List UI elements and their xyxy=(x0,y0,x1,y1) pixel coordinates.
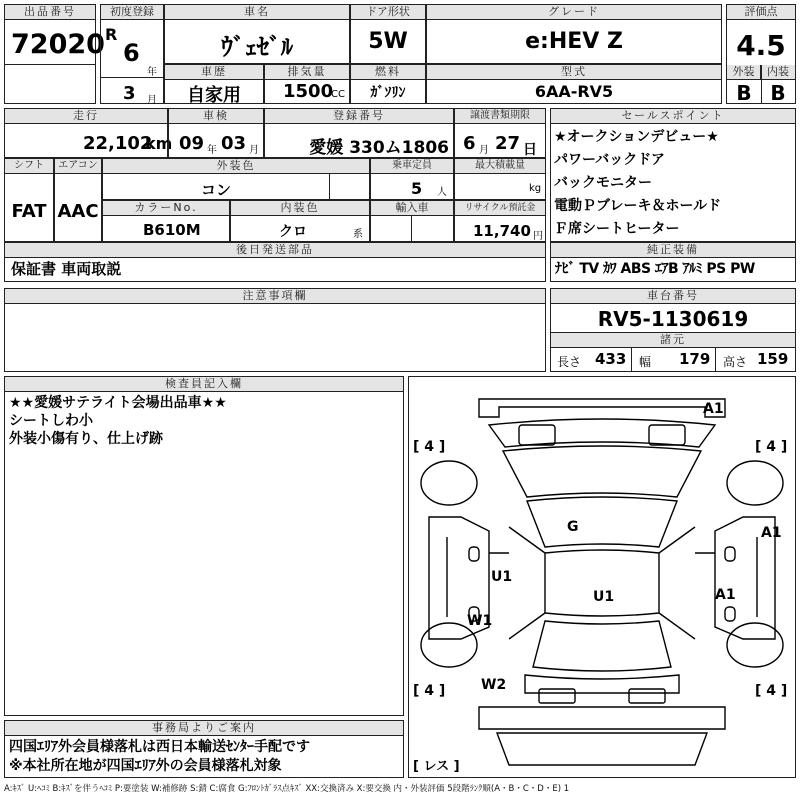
caution-cell xyxy=(4,288,546,372)
displacement-header: 排気量 xyxy=(265,65,349,80)
length-label: 長さ xyxy=(557,355,582,369)
tire-rear-right: [ 4 ] xyxy=(755,683,788,699)
lot-no: 72020 xyxy=(11,29,105,60)
inspection-year-unit: 年 xyxy=(207,145,217,156)
fuel-header: 燃料 xyxy=(351,65,425,80)
mileage-value: 22,102 xyxy=(83,133,153,154)
mileage-unit: km xyxy=(145,134,173,153)
chassis-cell xyxy=(550,288,796,372)
damage-mark: G xyxy=(567,519,579,535)
first-reg-year: 6 xyxy=(123,39,140,67)
grade-value: e:HEV Z xyxy=(525,29,623,54)
sales-point-item: 電動Ｐブレーキ＆ホールド xyxy=(554,198,722,214)
chassis-header: 車台番号 xyxy=(551,289,795,304)
era-mark: R xyxy=(105,25,118,44)
recycle-unit: 円 xyxy=(533,231,543,242)
year-unit: 年 xyxy=(147,67,157,78)
damage-mark: U1 xyxy=(491,569,513,585)
transfer-day-unit: 日 xyxy=(523,142,537,158)
office-note: ※本社所在地が四国ｴﾘｱ外の会員様落札対象 xyxy=(9,758,282,774)
first-reg-month: 3 xyxy=(123,83,136,104)
transfer-day: 27 xyxy=(495,133,521,154)
genuine-eq-header: 純正装備 xyxy=(551,243,795,258)
color-no-cell xyxy=(102,200,230,242)
import-cell xyxy=(370,200,454,242)
inspection-month-unit: 月 xyxy=(249,145,259,156)
lot-no-header: 出品番号 xyxy=(5,5,95,20)
shift-value: FAT xyxy=(11,201,47,222)
grade-header: グレード xyxy=(427,5,721,20)
divider xyxy=(715,347,716,371)
aircon-cell xyxy=(54,158,102,242)
dimensions-header: 諸元 xyxy=(551,332,795,348)
max-load-header: 最大積載量 xyxy=(455,159,545,174)
width-value: 179 xyxy=(679,350,711,368)
car-diagram xyxy=(408,376,796,778)
spare-tire: [ レス ] xyxy=(413,759,460,774)
aircon-header: エアコン xyxy=(55,159,101,174)
office-cell xyxy=(4,720,404,778)
int-color-unit: 系 xyxy=(353,229,363,240)
model-header: 車名 xyxy=(165,5,349,20)
later-parts-cell xyxy=(4,242,546,282)
mileage-cell xyxy=(4,108,173,158)
height-label: 高さ xyxy=(723,355,748,369)
shift-header: シフト xyxy=(5,159,53,174)
inspection-year: 09 xyxy=(179,133,205,154)
damage-mark: W1 xyxy=(467,613,493,629)
sales-point-item: バックモニター xyxy=(554,175,652,191)
tire-rear-left: [ 4 ] xyxy=(413,683,446,699)
sales-point-item: ★オークションデビュー★ xyxy=(554,129,719,145)
recycle-header: リサイクル預託金 xyxy=(455,201,545,216)
transfer-header: 譲渡書類期限 xyxy=(455,109,545,124)
color-no-value: B610M xyxy=(143,221,201,239)
caution-header: 注意事項欄 xyxy=(5,289,545,304)
int-color-value: クロ xyxy=(279,224,307,240)
inspector-cell xyxy=(4,376,404,716)
type-code: 6AA-RV5 xyxy=(534,82,614,101)
damage-mark: U1 xyxy=(593,589,615,605)
damage-mark: A1 xyxy=(715,587,736,603)
transfer-month: 6 xyxy=(463,133,476,154)
history-cell xyxy=(164,64,264,104)
max-load-unit: kg xyxy=(529,183,542,194)
int-color-header: 内装色 xyxy=(231,201,369,216)
inspector-note: 外装小傷有り、仕上げ跡 xyxy=(9,431,163,447)
office-note: 四国ｴﾘｱ外会員様落札は西日本輸送ｾﾝﾀｰ手配です xyxy=(9,739,310,755)
door-type: 5W xyxy=(368,29,408,54)
reg-no-cell xyxy=(264,108,454,158)
inspector-note: ★★愛媛サテライト会場出品車★★ xyxy=(9,395,227,411)
tire-front-left: [ 4 ] xyxy=(413,439,446,455)
damage-mark: A1 xyxy=(703,401,724,417)
history-value: 自家用 xyxy=(187,85,241,106)
sales-point-item: パワーバックドア xyxy=(554,152,665,168)
recycle-value: 11,740 xyxy=(473,222,531,240)
ext-color-header: 外装色 xyxy=(103,159,369,174)
inspection-header: 車検 xyxy=(169,109,263,124)
score-value: 4.5 xyxy=(736,29,786,62)
transfer-month-unit: 月 xyxy=(479,145,489,156)
first-reg-header: 初度登録 xyxy=(101,5,163,20)
month-unit: 月 xyxy=(147,95,157,106)
divider xyxy=(329,174,330,200)
import-header: 輸入車 xyxy=(371,201,453,216)
sales-point-item: Ｆ席シートヒーター xyxy=(554,221,680,237)
sales-points-cell xyxy=(550,108,796,242)
ext-color-cell xyxy=(102,158,370,200)
ext-color-value: コン xyxy=(200,181,231,199)
int-color-cell xyxy=(230,200,370,242)
exterior-grade: B xyxy=(736,81,752,105)
genuine-eq-value: ﾅﾋﾞ TV ｶﾜ ABS ｴｱB ｱﾙﾐ PS PW xyxy=(555,261,755,277)
max-load-cell xyxy=(454,158,546,200)
later-parts-header: 後日発送部品 xyxy=(5,243,545,258)
chassis-no: RV5-1130619 xyxy=(597,307,749,331)
tire-front-right: [ 4 ] xyxy=(755,439,788,455)
fuel-value: ｶﾞｿﾘﾝ xyxy=(370,85,406,101)
interior-header: 内装 xyxy=(761,65,795,80)
lot-no-blank xyxy=(4,64,96,104)
exterior-header: 外装 xyxy=(727,65,761,80)
history-header: 車歴 xyxy=(165,65,263,80)
office-header: 事務局よりご案内 xyxy=(5,721,403,736)
inspector-note: シートしわ小 xyxy=(9,413,93,429)
car-outline-diagram xyxy=(409,377,795,777)
door-cell xyxy=(350,4,426,64)
capacity-unit: 人 xyxy=(437,187,447,198)
damage-mark: A1 xyxy=(761,525,782,541)
model-cell xyxy=(164,4,350,64)
type-code-header: 型式 xyxy=(427,65,721,80)
recycle-cell xyxy=(454,200,546,242)
inspector-header: 検査員記入欄 xyxy=(5,377,403,392)
divider xyxy=(101,77,163,78)
legend: A:ｷｽﾞ U:ﾍｺﾐ B:ｷｽﾞを伴うﾍｺﾐ P:要塗装 W:補修跡 S:錆 C:腐食 G:ﾌﾛﾝﾄｶﾞﾗｽ点ｷｽﾞ XX:交換済み X:要交換 内・外装評価 5段階ﾗﾝｸ順(A・B・C・D・E) 1 xyxy=(4,784,570,794)
mileage-header: 走行 xyxy=(5,109,167,124)
transfer-cell xyxy=(454,108,546,158)
type-code-cell xyxy=(426,64,722,104)
genuine-eq-cell xyxy=(550,242,796,282)
door-header: ドア形状 xyxy=(351,5,425,20)
score-header: 評価点 xyxy=(727,5,795,20)
inspection-cell xyxy=(168,108,264,158)
first-reg-cell xyxy=(100,4,164,104)
damage-mark: W2 xyxy=(481,677,507,693)
displacement-value: 1500 xyxy=(283,81,334,102)
displacement-cell xyxy=(264,64,350,104)
shift-cell xyxy=(4,158,54,242)
inspection-month: 03 xyxy=(221,133,247,154)
capacity-cell xyxy=(370,158,454,200)
fuel-cell xyxy=(350,64,426,104)
reg-no-value: 愛媛 330ム1806 xyxy=(309,138,449,158)
displacement-unit: CC xyxy=(331,89,345,100)
width-label: 幅 xyxy=(639,355,652,369)
capacity-header: 乗車定員 xyxy=(371,159,453,174)
later-parts-value: 保証書 車両取説 xyxy=(11,260,122,278)
length-value: 433 xyxy=(595,350,627,368)
aircon-value: AAC xyxy=(57,201,99,222)
height-value: 159 xyxy=(757,350,789,368)
sales-points-header: セールスポイント xyxy=(551,109,795,124)
color-no-header: カラーNo. xyxy=(103,201,229,216)
reg-no-header: 登録番号 xyxy=(265,109,453,124)
interior-grade: B xyxy=(770,81,786,105)
model-name: ｳﾞｪｾﾞﾙ xyxy=(221,33,293,61)
capacity-value: 5 xyxy=(411,179,423,198)
divider xyxy=(411,216,412,242)
score-cell xyxy=(726,4,796,104)
divider xyxy=(631,347,632,371)
grade-cell xyxy=(426,4,722,64)
